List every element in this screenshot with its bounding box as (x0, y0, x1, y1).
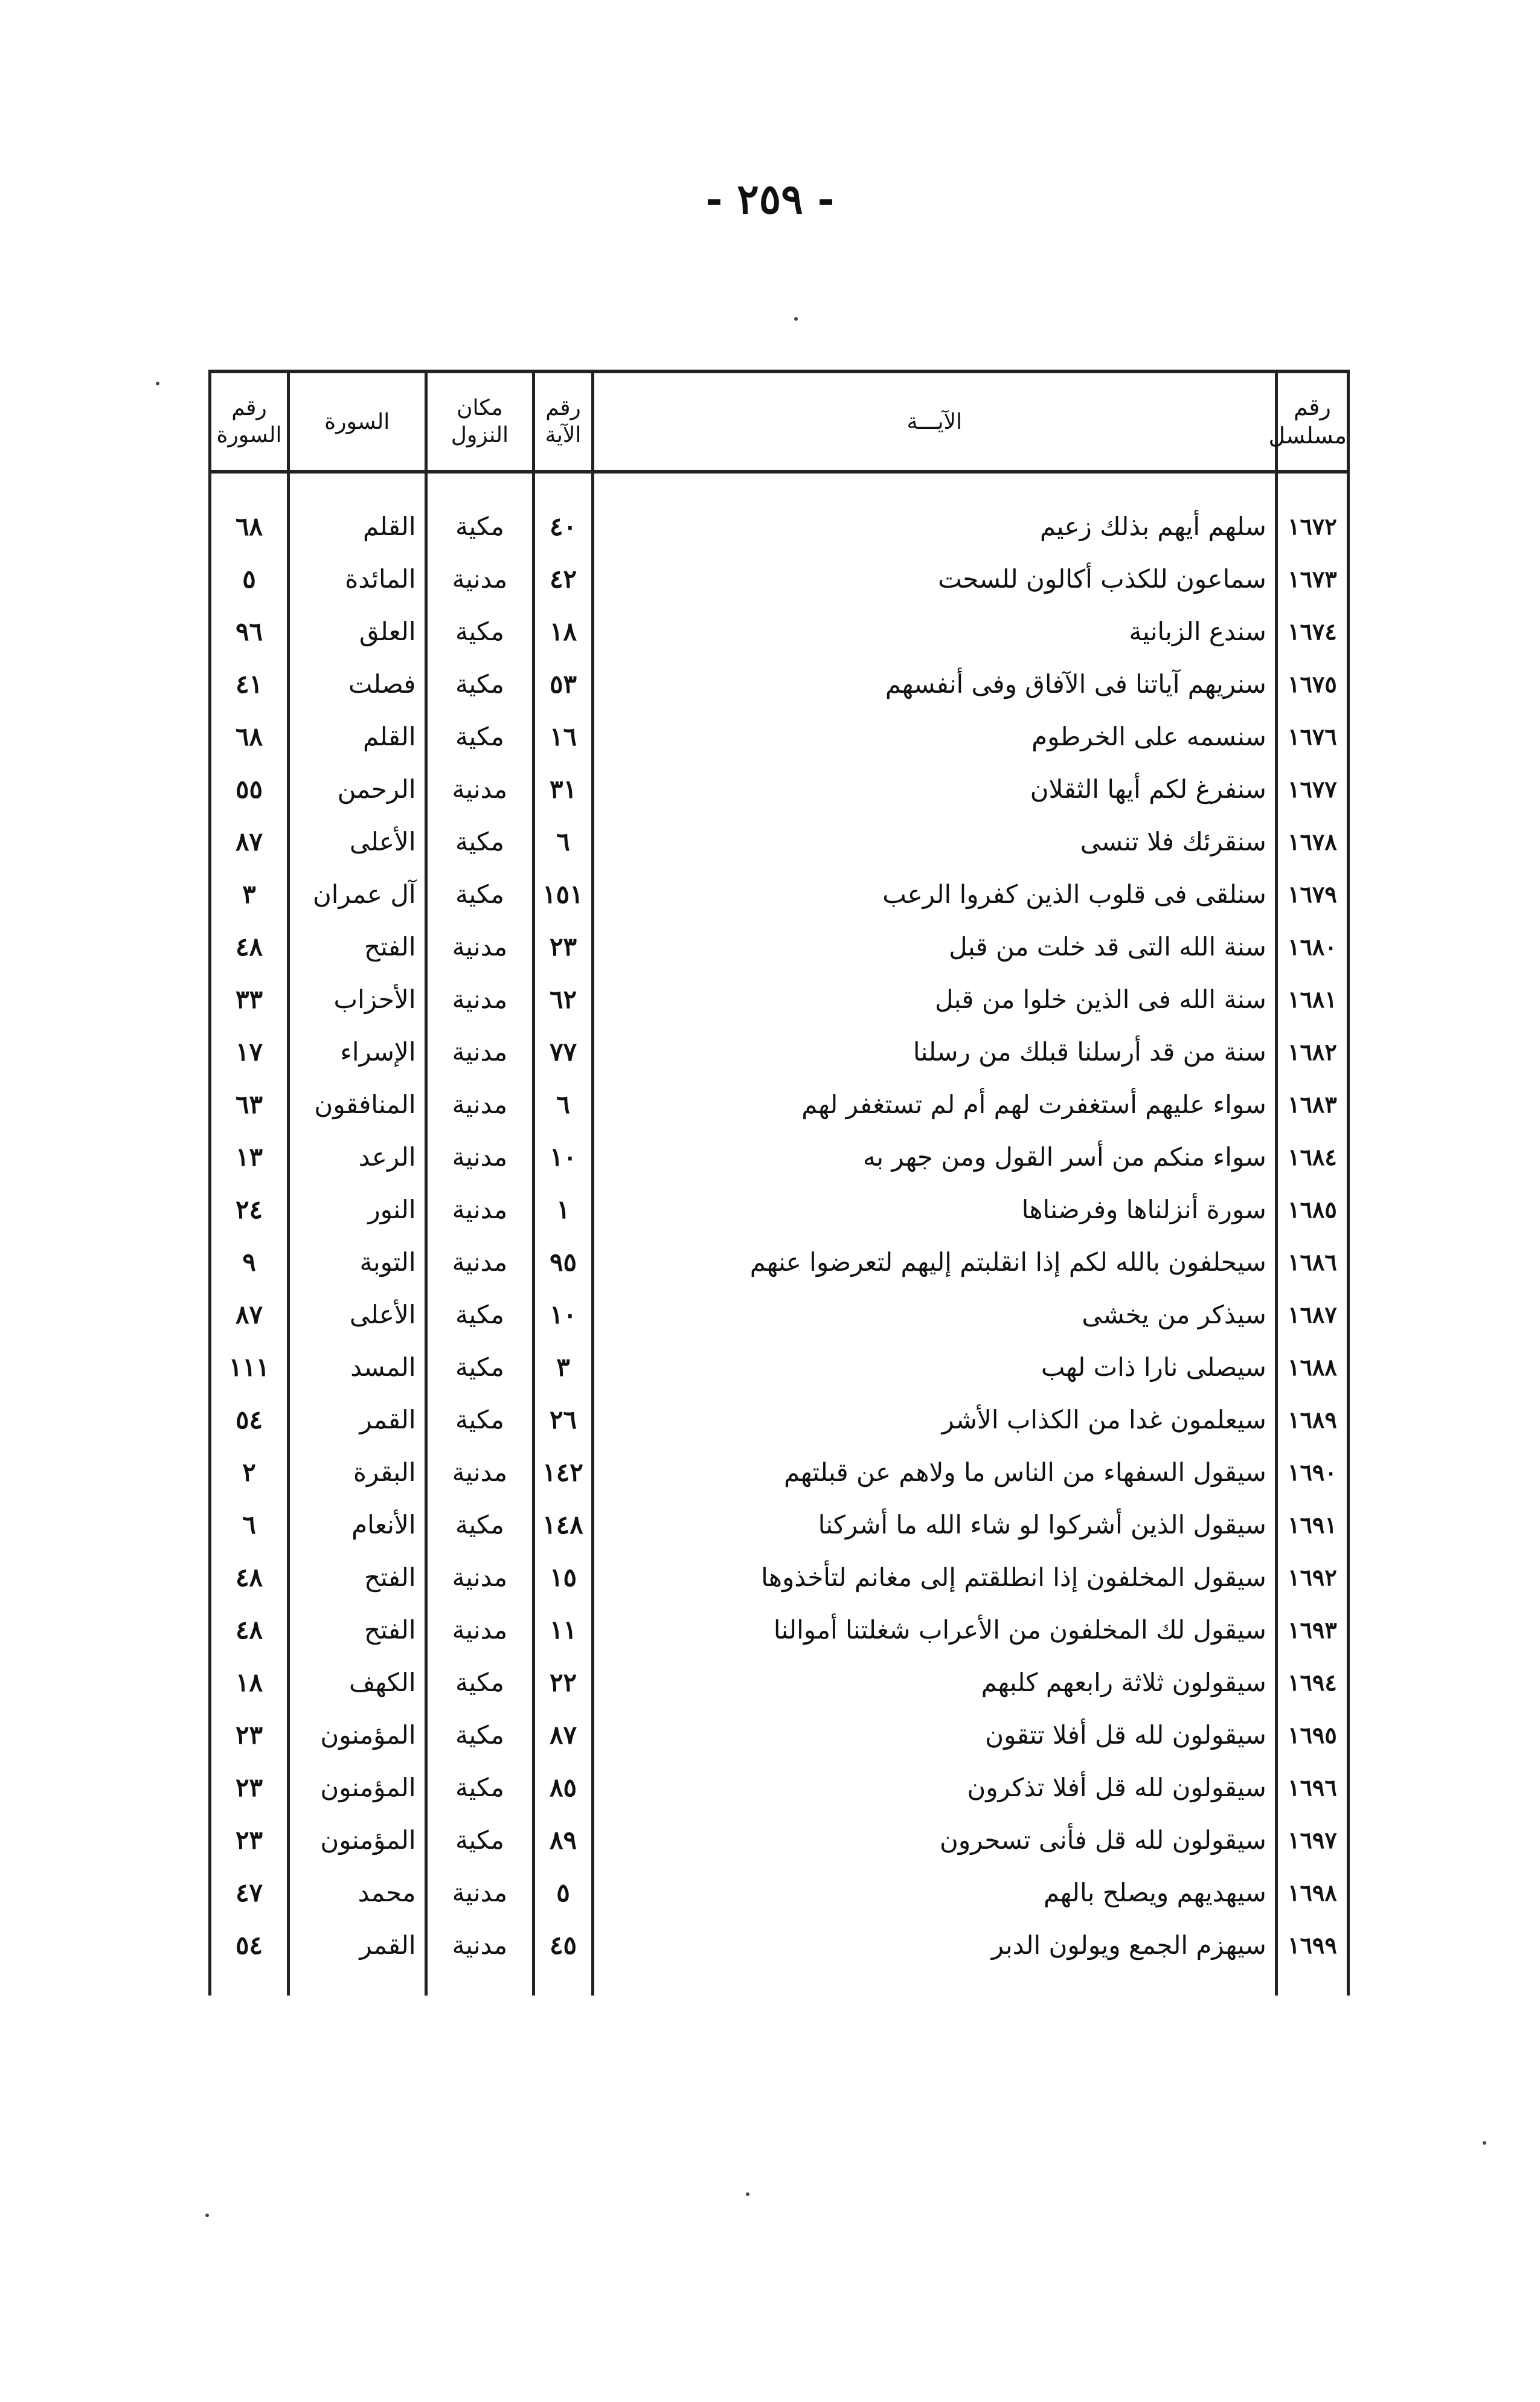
serial-cell: ١٦٧٨ (1276, 815, 1348, 868)
header-surah-number: رقم السورة (210, 371, 289, 472)
verse-cell: سواء عليهم أستغفرت لهم أم لم تستغفر لهم (592, 1078, 1276, 1131)
revelation-place-cell: مكية (426, 815, 534, 868)
revelation-place-cell: مكية (426, 500, 534, 553)
surah-name-cell: العلق (289, 605, 426, 658)
table-row (210, 1709, 1349, 1761)
ayah-number-cell: ٦٢ (534, 973, 593, 1026)
ayah-number-cell: ٥ (534, 1866, 593, 1919)
table-row (210, 1814, 1349, 1866)
surah-number-cell: ٦ (210, 1498, 289, 1551)
serial-cell: ١٦٨٦ (1276, 1236, 1348, 1288)
table-body (210, 472, 1349, 1996)
revelation-place-cell: مكية (426, 1393, 534, 1446)
ayah-number-cell: ١٨ (534, 605, 593, 658)
serial-cell: ١٦٧٣ (1276, 553, 1348, 605)
verse-cell: سماعون للكذب أكالون للسحت (592, 553, 1276, 605)
surah-name-cell: الأعلى (289, 1288, 426, 1341)
serial-cell: ١٦٩٨ (1276, 1866, 1348, 1919)
header-surah: السورة (289, 371, 426, 472)
surah-number-cell: ١٧ (210, 1026, 289, 1078)
surah-name-cell: الفتح (289, 920, 426, 973)
verse-cell: سيصلى نارا ذات لهب (592, 1341, 1276, 1393)
verse-cell: سنقرئك فلا تنسى (592, 815, 1276, 868)
scan-speck (746, 2192, 749, 2196)
verse-cell: سيقول لك المخلفون من الأعراب شغلتنا أموالنا (592, 1604, 1276, 1656)
table-row (210, 1393, 1349, 1446)
ayah-number-cell: ٧٧ (534, 1026, 593, 1078)
serial-cell: ١٦٧٩ (1276, 868, 1348, 920)
table-row (210, 868, 1349, 920)
serial-cell: ١٦٨٩ (1276, 1393, 1348, 1446)
revelation-place-cell: مدنية (426, 553, 534, 605)
verse-cell: سنلقى فى قلوب الذين كفروا الرعب (592, 868, 1276, 920)
serial-cell: ١٦٩٠ (1276, 1446, 1348, 1498)
table-row (210, 658, 1349, 710)
verse-cell: سيقولون لله قل فأنى تسحرون (592, 1814, 1276, 1866)
surah-number-cell: ٦٣ (210, 1078, 289, 1131)
table-row (210, 763, 1349, 815)
surah-number-cell: ٥٥ (210, 763, 289, 815)
serial-cell: ١٦٨٣ (1276, 1078, 1348, 1131)
surah-name-cell: المائدة (289, 553, 426, 605)
revelation-place-cell: مكية (426, 1341, 534, 1393)
table-row (210, 500, 1349, 553)
revelation-place-cell: مكية (426, 658, 534, 710)
surah-number-cell: ١٣ (210, 1131, 289, 1183)
ayah-number-cell: ١٤٨ (534, 1498, 593, 1551)
revelation-place-cell: مكية (426, 605, 534, 658)
surah-number-cell: ٦٨ (210, 500, 289, 553)
table-row (210, 815, 1349, 868)
serial-cell: ١٦٩٢ (1276, 1551, 1348, 1604)
surah-name-cell: محمد (289, 1866, 426, 1919)
serial-cell: ١٦٩٥ (1276, 1709, 1348, 1761)
table-row (210, 710, 1349, 763)
surah-number-cell: ٨٧ (210, 815, 289, 868)
serial-cell: ١٦٩٤ (1276, 1656, 1348, 1709)
verse-cell: سيقول المخلفون إذا انطلقتم إلى مغانم لتأخذوها (592, 1551, 1276, 1604)
ayah-number-cell: ١٥ (534, 1551, 593, 1604)
surah-number-cell: ٩٦ (210, 605, 289, 658)
table-row (210, 1604, 1349, 1656)
verse-cell: سنسمه على الخرطوم (592, 710, 1276, 763)
table-row (210, 1236, 1349, 1288)
surah-number-cell: ٨٧ (210, 1288, 289, 1341)
ayah-number-cell: ٣ (534, 1341, 593, 1393)
scan-speck (156, 382, 159, 385)
serial-cell: ١٦٨٥ (1276, 1183, 1348, 1236)
verse-cell: سيقول السفهاء من الناس ما ولاهم عن قبلتهم (592, 1446, 1276, 1498)
surah-name-cell: النور (289, 1183, 426, 1236)
table-row (210, 1341, 1349, 1393)
serial-cell: ١٦٨٨ (1276, 1341, 1348, 1393)
revelation-place-cell: مكية (426, 1814, 534, 1866)
surah-number-cell: ٩ (210, 1236, 289, 1288)
surah-name-cell: المنافقون (289, 1078, 426, 1131)
ayah-number-cell: ٢٣ (534, 920, 593, 973)
serial-cell: ١٦٨١ (1276, 973, 1348, 1026)
verse-cell: سلهم أيهم بذلك زعيم (592, 500, 1276, 553)
revelation-place-cell: مدنية (426, 1866, 534, 1919)
revelation-place-cell: مدنية (426, 920, 534, 973)
ayah-number-cell: ١٠ (534, 1131, 593, 1183)
surah-number-cell: ٢٣ (210, 1709, 289, 1761)
table-row (210, 1866, 1349, 1919)
ayah-number-cell: ١ (534, 1183, 593, 1236)
surah-name-cell: الأحزاب (289, 973, 426, 1026)
surah-name-cell: الرحمن (289, 763, 426, 815)
surah-number-cell: ٥٤ (210, 1919, 289, 1971)
ayah-number-cell: ٨٥ (534, 1761, 593, 1814)
verse-cell: سنة الله التى قد خلت من قبل (592, 920, 1276, 973)
surah-name-cell: آل عمران (289, 868, 426, 920)
surah-name-cell: الإسراء (289, 1026, 426, 1078)
revelation-place-cell: مدنية (426, 1604, 534, 1656)
surah-name-cell: التوبة (289, 1236, 426, 1288)
scan-speck (1483, 2141, 1486, 2145)
ayah-number-cell: ٥٣ (534, 658, 593, 710)
surah-name-cell: القلم (289, 710, 426, 763)
serial-cell: ١٦٩٧ (1276, 1814, 1348, 1866)
revelation-place-cell: مدنية (426, 1026, 534, 1078)
surah-number-cell: ٥٤ (210, 1393, 289, 1446)
verse-cell: سنة من قد أرسلنا قبلك من رسلنا (592, 1026, 1276, 1078)
verse-cell: سيقولون لله قل أفلا تتقون (592, 1709, 1276, 1761)
table-row (210, 1919, 1349, 1971)
verse-cell: سيهزم الجمع ويولون الدبر (592, 1919, 1276, 1971)
header-verse: الآيـــة (592, 371, 1276, 472)
surah-number-cell: ٤٨ (210, 920, 289, 973)
ayah-number-cell: ٢٢ (534, 1656, 593, 1709)
header-row (210, 371, 1349, 472)
surah-number-cell: ٦٨ (210, 710, 289, 763)
header-serial: رقم مسلسل (1276, 371, 1348, 472)
surah-number-cell: ٤١ (210, 658, 289, 710)
surah-number-cell: ١١١ (210, 1341, 289, 1393)
revelation-place-cell: مدنية (426, 973, 534, 1026)
header-revelation-place: مكان النزول (426, 371, 534, 472)
verse-cell: سواء منكم من أسر القول ومن جهر به (592, 1131, 1276, 1183)
surah-number-cell: ٢ (210, 1446, 289, 1498)
surah-number-cell: ١٨ (210, 1656, 289, 1709)
end-row (210, 1971, 1349, 1996)
revelation-place-cell: مكية (426, 1761, 534, 1814)
table-row (210, 1026, 1349, 1078)
surah-name-cell: القمر (289, 1393, 426, 1446)
ayah-number-cell: ٨٩ (534, 1814, 593, 1866)
table-row (210, 920, 1349, 973)
revelation-place-cell: مكية (426, 1288, 534, 1341)
table-row (210, 1761, 1349, 1814)
revelation-place-cell: مدنية (426, 1078, 534, 1131)
serial-cell: ١٦٨٠ (1276, 920, 1348, 973)
table-row (210, 1131, 1349, 1183)
surah-name-cell: المؤمنون (289, 1709, 426, 1761)
ayah-number-cell: ١١ (534, 1604, 593, 1656)
surah-number-cell: ٢٣ (210, 1814, 289, 1866)
surah-name-cell: الفتح (289, 1551, 426, 1604)
verse-cell: سيقول الذين أشركوا لو شاء الله ما أشركنا (592, 1498, 1276, 1551)
revelation-place-cell: مكية (426, 1709, 534, 1761)
ayah-number-cell: ٨٧ (534, 1709, 593, 1761)
serial-cell: ١٦٩٦ (1276, 1761, 1348, 1814)
ayah-number-cell: ٢٦ (534, 1393, 593, 1446)
surah-name-cell: المؤمنون (289, 1814, 426, 1866)
serial-cell: ١٦٧٥ (1276, 658, 1348, 710)
ayah-number-cell: ١٤٢ (534, 1446, 593, 1498)
revelation-place-cell: مدنية (426, 1183, 534, 1236)
ayah-number-cell: ٦ (534, 815, 593, 868)
verse-cell: سيعلمون غدا من الكذاب الأشر (592, 1393, 1276, 1446)
table-row (210, 973, 1349, 1026)
table-row (210, 1288, 1349, 1341)
surah-number-cell: ٢٣ (210, 1761, 289, 1814)
verse-cell: سيذكر من يخشى (592, 1288, 1276, 1341)
revelation-place-cell: مكية (426, 710, 534, 763)
table-row (210, 553, 1349, 605)
revelation-place-cell: مدنية (426, 763, 534, 815)
surah-name-cell: المؤمنون (289, 1761, 426, 1814)
ayah-number-cell: ١٦ (534, 710, 593, 763)
ayah-number-cell: ٤٥ (534, 1919, 593, 1971)
surah-name-cell: الرعد (289, 1131, 426, 1183)
surah-name-cell: الأنعام (289, 1498, 426, 1551)
serial-cell: ١٦٧٤ (1276, 605, 1348, 658)
ayah-number-cell: ١٥١ (534, 868, 593, 920)
table-row (210, 1656, 1349, 1709)
table-row (210, 605, 1349, 658)
serial-cell: ١٦٩٩ (1276, 1919, 1348, 1971)
revelation-place-cell: مكية (426, 1656, 534, 1709)
serial-cell: ١٦٨٤ (1276, 1131, 1348, 1183)
ayah-number-cell: ٦ (534, 1078, 593, 1131)
scan-speck (205, 2214, 209, 2217)
surah-number-cell: ٤٧ (210, 1866, 289, 1919)
table-row (210, 1183, 1349, 1236)
surah-name-cell: الأعلى (289, 815, 426, 868)
serial-cell: ١٦٧٢ (1276, 500, 1348, 553)
serial-cell: ١٦٨٢ (1276, 1026, 1348, 1078)
ayah-number-cell: ١٠ (534, 1288, 593, 1341)
verse-cell: سنفرغ لكم أيها الثقلان (592, 763, 1276, 815)
ayah-number-cell: ٩٥ (534, 1236, 593, 1288)
revelation-place-cell: مدنية (426, 1919, 534, 1971)
revelation-place-cell: مكية (426, 1498, 534, 1551)
ayah-number-cell: ٣١ (534, 763, 593, 815)
spacer-row (210, 472, 1349, 500)
ayah-number-cell: ٤٢ (534, 553, 593, 605)
verse-cell: سنريهم آياتنا فى الآفاق وفى أنفسهم (592, 658, 1276, 710)
surah-number-cell: ٢٤ (210, 1183, 289, 1236)
revelation-place-cell: مدنية (426, 1236, 534, 1288)
surah-number-cell: ٤٨ (210, 1604, 289, 1656)
header-ayah-number: رقم الآية (534, 371, 593, 472)
surah-number-cell: ٤٨ (210, 1551, 289, 1604)
table-row (210, 1551, 1349, 1604)
surah-name-cell: الفتح (289, 1604, 426, 1656)
verse-cell: سيحلفون بالله لكم إذا انقلبتم إليهم لتعرضوا عنهم (592, 1236, 1276, 1288)
surah-name-cell: البقرة (289, 1446, 426, 1498)
surah-name-cell: القمر (289, 1919, 426, 1971)
serial-cell: ١٦٧٧ (1276, 763, 1348, 815)
page-number: - ٢٥٩ - (705, 175, 835, 223)
serial-cell: ١٦٩٣ (1276, 1604, 1348, 1656)
scan-speck (794, 317, 798, 321)
revelation-place-cell: مدنية (426, 1446, 534, 1498)
verse-cell: سيقولون لله قل أفلا تذكرون (592, 1761, 1276, 1814)
surah-number-cell: ٥ (210, 553, 289, 605)
verse-cell: سورة أنزلناها وفرضناها (592, 1183, 1276, 1236)
surah-number-cell: ٣ (210, 868, 289, 920)
verse-index-table (208, 370, 1350, 1996)
revelation-place-cell: مدنية (426, 1131, 534, 1183)
surah-name-cell: القلم (289, 500, 426, 553)
surah-name-cell: فصلت (289, 658, 426, 710)
table-row (210, 1446, 1349, 1498)
revelation-place-cell: مدنية (426, 1551, 534, 1604)
revelation-place-cell: مكية (426, 868, 534, 920)
serial-cell: ١٦٨٧ (1276, 1288, 1348, 1341)
verse-cell: سندع الزبانية (592, 605, 1276, 658)
verse-cell: سنة الله فى الذين خلوا من قبل (592, 973, 1276, 1026)
verse-cell: سيقولون ثلاثة رابعهم كلبهم (592, 1656, 1276, 1709)
serial-cell: ١٦٩١ (1276, 1498, 1348, 1551)
table-row (210, 1078, 1349, 1131)
ayah-number-cell: ٤٠ (534, 500, 593, 553)
surah-name-cell: الكهف (289, 1656, 426, 1709)
surah-name-cell: المسد (289, 1341, 426, 1393)
surah-number-cell: ٣٣ (210, 973, 289, 1026)
verse-cell: سيهديهم ويصلح بالهم (592, 1866, 1276, 1919)
table-row (210, 1498, 1349, 1551)
serial-cell: ١٦٧٦ (1276, 710, 1348, 763)
